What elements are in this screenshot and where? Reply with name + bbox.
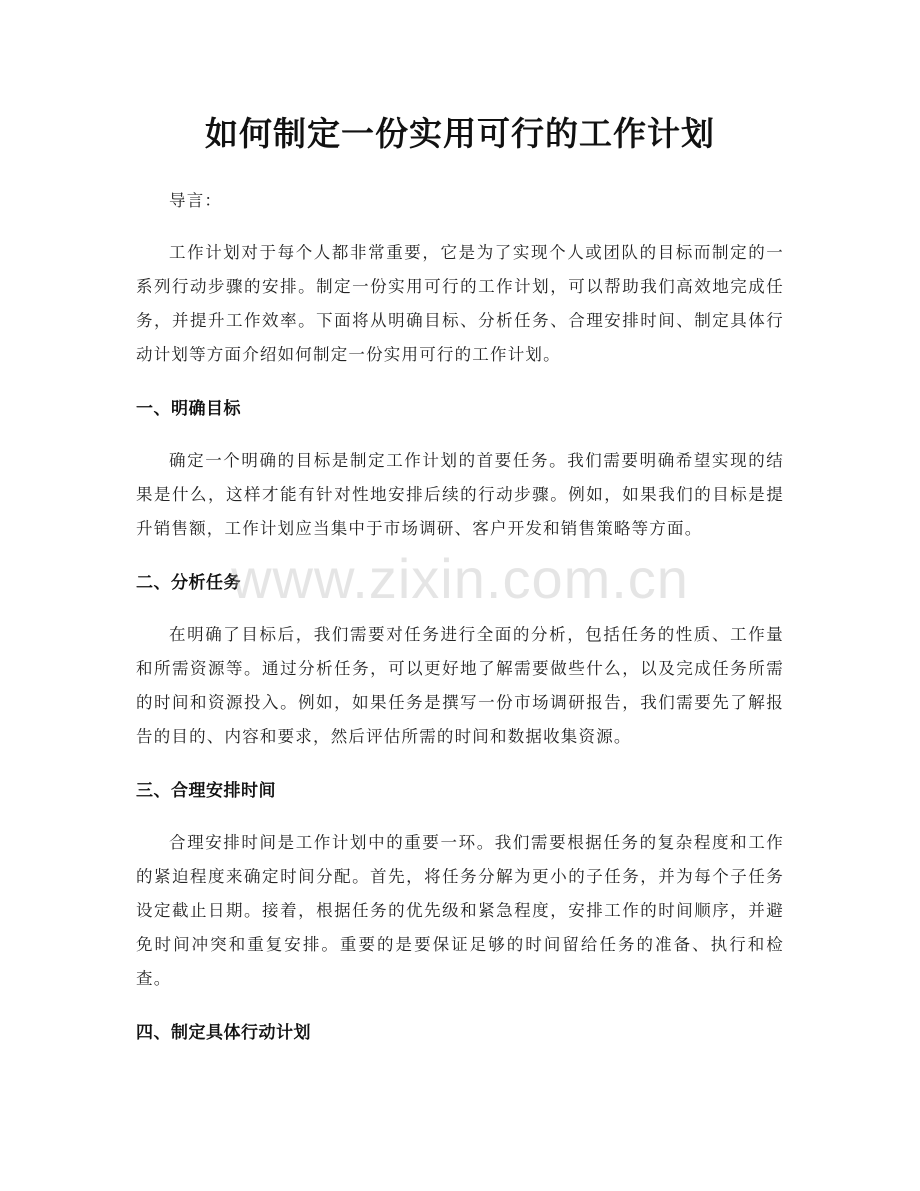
section-heading-time: 三、合理安排时间 [136,781,276,801]
watermark: www.zixin.com.cn [231,547,689,610]
intro-paragraph: 工作计划对于每个人都非常重要，它是为了实现个人或团队的目标而制定的一系列行动步骤的安排。制定一份实用可行的工作计划，可以帮助我们高效地完成任务，并提升工作效率。下面将从明确目标、分析任务、合理安排时间、制定具体行动计划等方面介绍如何制定一份实用可行的工作计划。 [136,243,784,364]
section-paragraph-time: 合理安排时间是工作计划中的重要一环。我们需要根据任务的复杂程度和工作的紧迫程度来确定时间分配。首先，将任务分解为更小的子任务，并为每个子任务设定截止日期。接着，根据任务的优先级和紧急程度，安排工作的时间顺序，并避免时间冲突和重复安排。重要的是要保证足够的时间留给任务的准备、执行和检查。 [136,833,784,988]
section-paragraph-analysis: 在明确了目标后，我们需要对任务进行全面的分析，包括任务的性质、工作量和所需资源等。通过分析任务，可以更好地了解需要做些什么，以及完成任务所需的时间和资源投入。例如，如果任务是撰写一份市场调研报告，我们需要先了解报告的目的、内容和要求，然后评估所需的时间和数据收集资源。 [136,625,784,746]
section-heading-analysis: 二、分析任务 [136,573,241,593]
section-heading-action-plan: 四、制定具体行动计划 [136,1023,311,1043]
intro-label: 导言： [169,191,223,210]
section-paragraph-goals: 确定一个明确的目标是制定工作计划的首要任务。我们需要明确希望实现的结果是什么，这样才能有针对性地安排后续的行动步骤。例如，如果我们的目标是提升销售额，工作计划应当集中于市场调研、客户开发和销售策略等方面。 [136,451,784,538]
section-heading-goals: 一、明确目标 [136,399,241,419]
document-title: 如何制定一份实用可行的工作计划 [205,114,715,153]
document-body [136,184,784,1050]
